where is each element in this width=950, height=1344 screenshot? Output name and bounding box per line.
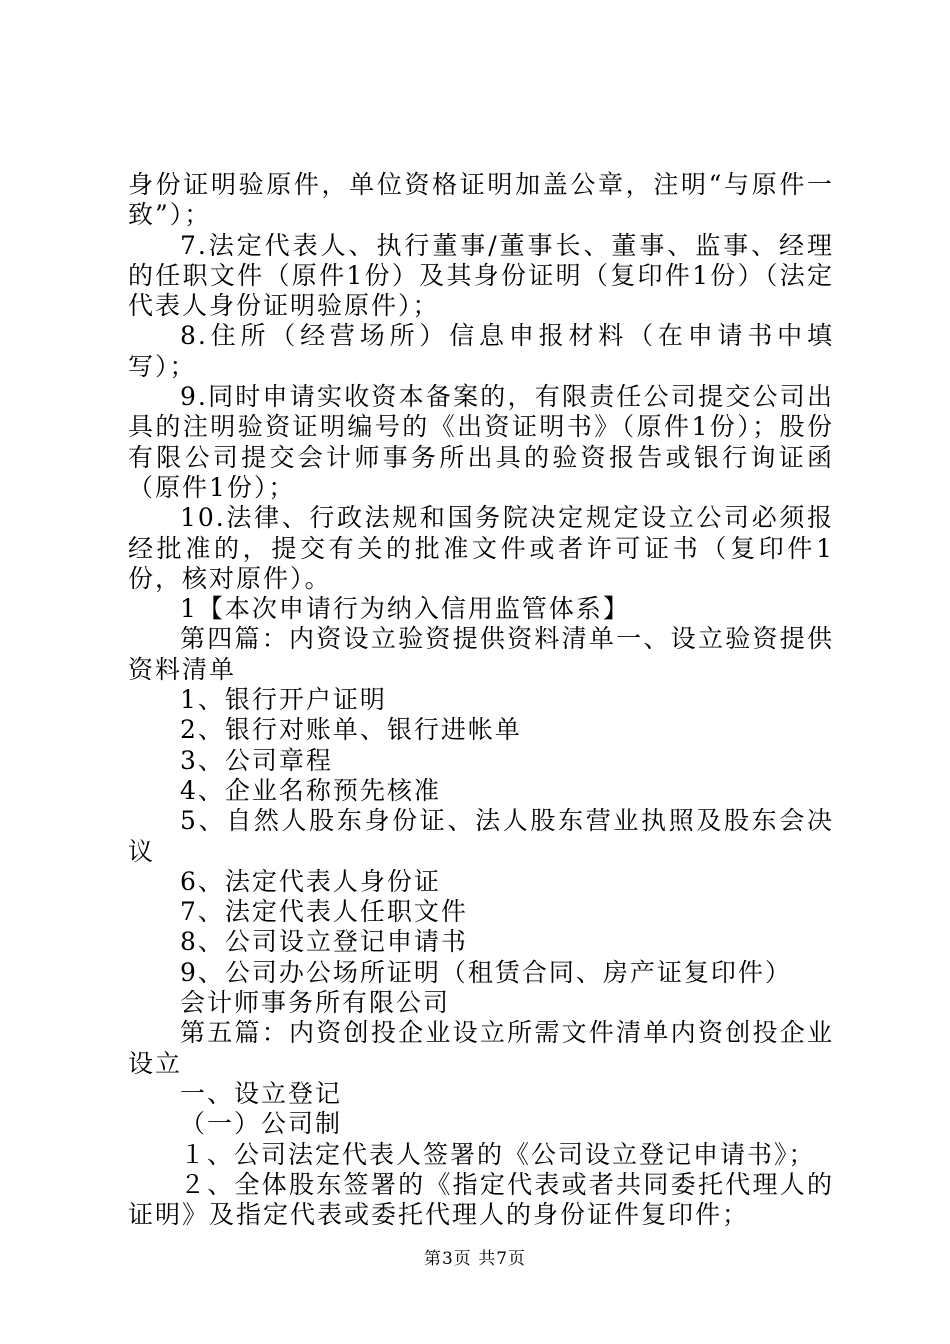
list-item: 7、法定代表人任职文件: [180, 897, 468, 927]
list-item: 5、自然人股东身份证、法人股东营业执照及股东会决议: [128, 806, 834, 866]
page-number-footer: 第3页 共7页: [423, 1249, 527, 1269]
section-heading-4: 第四篇：内资设立验资提供资料清单一、设立验资提供资料清单: [128, 624, 834, 684]
list-item: ２、全体股东签署的《指定代表或者共同委托代理人的证明》及指定代表或委托代理人的身份证件复印件；: [128, 1169, 834, 1230]
paragraph-16: 会计师事务所有限公司: [180, 988, 451, 1018]
list-item: 3、公司章程: [180, 745, 333, 775]
section-heading-5: 第五篇：内资创投企业设立所需文件清单内资创投企业设立: [128, 1018, 834, 1078]
list-item: 4、企业名称预先核准: [180, 775, 441, 805]
paragraph-0: 身份证明验原件，单位资格证明加盖公章，注明“与原件一致”）；: [128, 170, 834, 230]
paragraph-5: 1【本次申请行为纳入信用监管体系】: [180, 594, 630, 624]
paragraph-1: 7.法定代表人、执行董事/董事长、董事、监事、经理的任职文件（原件1份）及其身份证明（复印件1份）（法定代表人身份证明验原件）；: [128, 230, 834, 321]
list-item: 9、公司办公场所证明（租赁合同、房产证复印件）: [180, 957, 792, 987]
list-item: １、公司法定代表人签署的《公司设立登记申请书》；: [180, 1139, 816, 1169]
document-body: [128, 170, 834, 1230]
list-item: 8、公司设立登记申请书: [180, 927, 468, 957]
subheading-registration: 一、设立登记: [180, 1078, 343, 1108]
subheading-company-type: （一）公司制: [180, 1109, 343, 1139]
paragraph-3: 9.同时申请实收资本备案的，有限责任公司提交公司出具的注明验资证明编号的《出资证明书》（原件1份）；股份有限公司提交会计师事务所出具的验资报告或银行询证函（原件1份）；: [128, 382, 834, 502]
list-item: 2、银行对账单、银行进帐单: [180, 715, 522, 745]
paragraph-4: 10.法律、行政法规和国务院决定规定设立公司必须报经批准的，提交有关的批准文件或者许可证书（复印件1份，核对原件）。: [128, 503, 834, 593]
list-item: 1、银行开户证明: [180, 685, 387, 715]
paragraph-2: 8.住所（经营场所）信息申报材料（在申请书中填写）；: [128, 321, 834, 381]
list-item: 6、法定代表人身份证: [180, 866, 441, 896]
